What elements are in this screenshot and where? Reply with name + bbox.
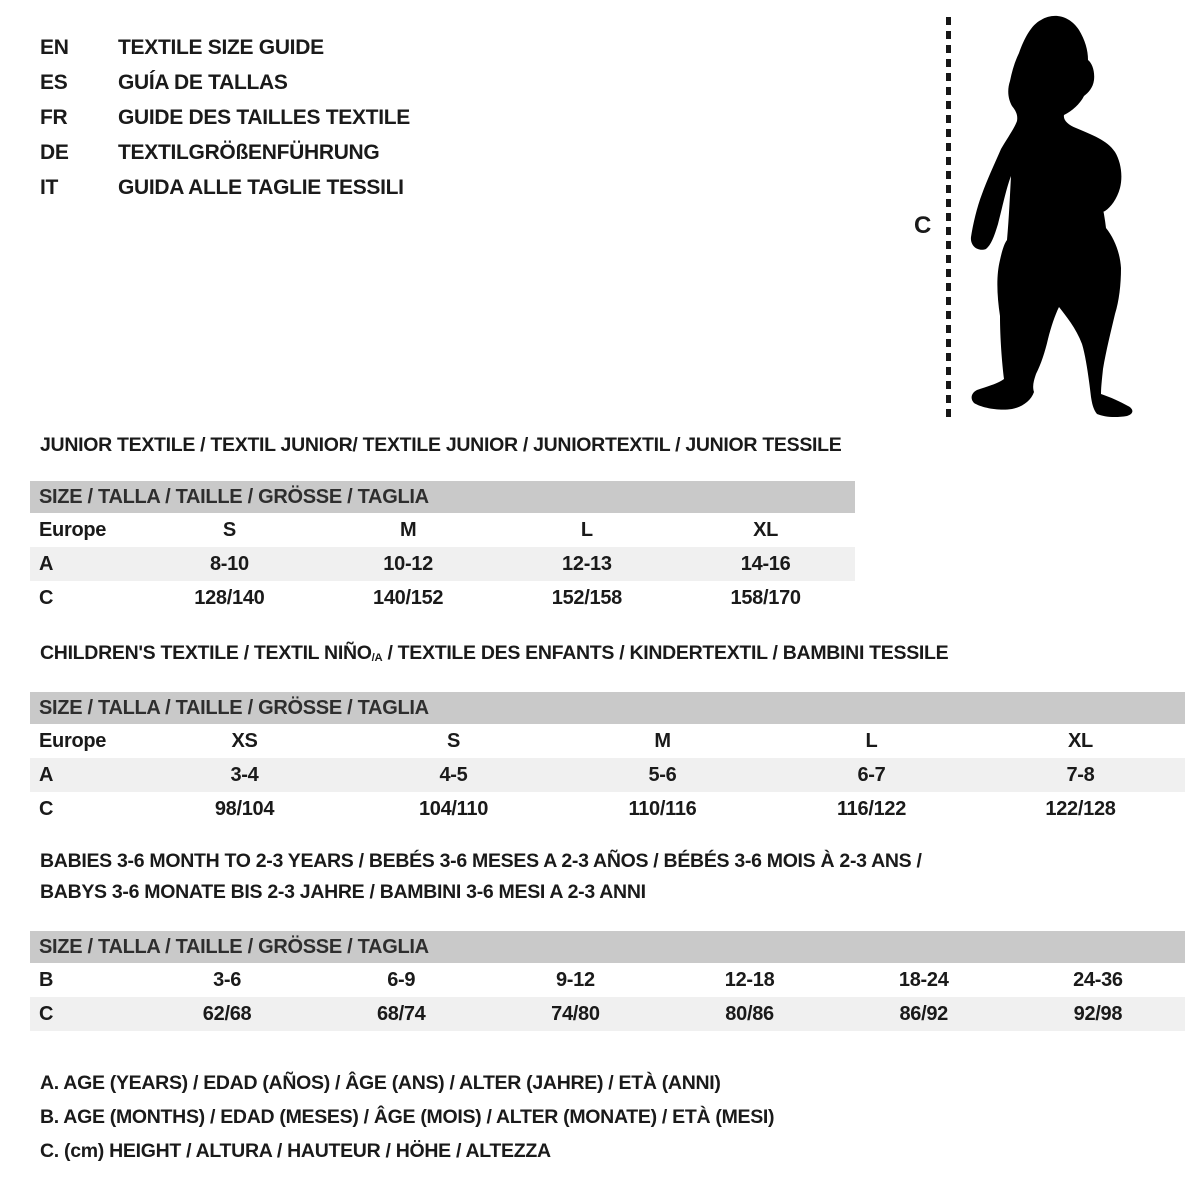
language-code: EN (40, 35, 69, 59)
height-cell: 80/86 (725, 1002, 774, 1025)
children-title-pre: CHILDREN'S TEXTILE / TEXTIL NIÑO (40, 642, 372, 664)
months-cell: 12-18 (724, 968, 775, 991)
months-cell: 3-6 (213, 968, 242, 991)
age-cell: 10-12 (383, 552, 433, 575)
height-measure-dashed-line (946, 17, 951, 417)
age-cell: 12-13 (562, 552, 612, 575)
language-row-es (40, 65, 410, 100)
table-row-height (30, 997, 1185, 1031)
language-row-fr (40, 100, 410, 135)
height-cell: 152/158 (551, 586, 622, 609)
size-cell: M (654, 729, 671, 752)
language-title: TEXTILGRÖßENFÜHRUNG (118, 140, 380, 164)
height-cell: 158/170 (730, 586, 801, 609)
language-title: GUIDE DES TAILLES TEXTILE (118, 105, 410, 129)
language-row-de (40, 135, 410, 170)
table-row-age (30, 547, 855, 581)
size-cell: XS (231, 729, 258, 752)
size-header-bar: SIZE / TALLA / TAILLE / GRÖSSE / TAGLIA (30, 692, 1185, 724)
height-cell: 110/116 (628, 797, 697, 820)
height-cell: 68/74 (376, 1002, 426, 1025)
language-code: IT (40, 175, 59, 199)
language-title: TEXTILE SIZE GUIDE (118, 35, 324, 59)
size-cell: S (222, 518, 236, 541)
babies-section-title (40, 846, 922, 908)
height-cell: 116/122 (836, 797, 907, 820)
language-title: GUÍA DE TALLAS (118, 70, 288, 94)
size-cell: M (399, 518, 417, 541)
size-header-bar: SIZE / TALLA / TAILLE / GRÖSSE / TAGLIA (30, 931, 1185, 963)
height-cell: 140/152 (373, 586, 444, 609)
legend-line-a: A. AGE (YEARS) / EDAD (AÑOS) / ÂGE (ANS) / ALTER (JAHRE) / ETÀ (ANNI) (40, 1072, 721, 1094)
legend-line-b: B. AGE (MONTHS) / EDAD (MESES) / ÂGE (MOIS) / ALTER (MONATE) / ETÀ (MESI) (40, 1106, 775, 1128)
row-label: Europe (39, 729, 107, 752)
language-code: FR (40, 105, 68, 129)
table-row-europe (30, 513, 855, 547)
babies-title-line1: BABIES 3-6 MONTH TO 2-3 YEARS / BEBÉS 3-6 MESES A 2-3 AÑOS / BÉBÉS 3-6 MOIS À 2-3 ANS / (40, 850, 922, 872)
babies-title-line2: BABYS 3-6 MONATE BIS 2-3 JAHRE / BAMBINI 3-6 MESI A 2-3 ANNI (40, 881, 646, 903)
months-cell: 18-24 (898, 968, 949, 991)
height-cell: 86/92 (899, 1002, 949, 1025)
table-row-europe (30, 724, 1185, 758)
legend-block (40, 1066, 774, 1168)
size-cell: L (580, 518, 593, 541)
language-code: DE (40, 140, 69, 164)
size-header-bar: SIZE / TALLA / TAILLE / GRÖSSE / TAGLIA (30, 481, 855, 513)
children-size-table (30, 692, 1185, 826)
size-cell: XL (1068, 729, 1093, 752)
row-label: C (39, 1002, 54, 1025)
height-cell: 104/110 (418, 797, 489, 820)
months-cell: 9-12 (555, 968, 595, 991)
age-cell: 7-8 (1066, 763, 1095, 786)
table-row-age (30, 758, 1185, 792)
size-cell: L (865, 729, 878, 752)
table-row-height (30, 792, 1185, 826)
age-cell: 14-16 (740, 552, 791, 575)
months-cell: 6-9 (387, 968, 416, 991)
height-cell: 74/80 (551, 1002, 600, 1025)
language-title: GUIDA ALLE TAGLIE TESSILI (118, 175, 404, 199)
height-cell: 128/140 (194, 586, 265, 609)
junior-size-table (30, 481, 855, 615)
row-label: B (39, 968, 54, 991)
babies-size-table (30, 931, 1185, 1031)
language-title-block (40, 30, 410, 205)
size-cell: XL (753, 518, 779, 541)
row-label: A (39, 552, 54, 575)
row-label: C (39, 797, 54, 820)
language-row-en (40, 30, 410, 65)
age-cell: 6-7 (857, 763, 886, 786)
children-title-subscript: /A (371, 652, 383, 665)
junior-section-title: JUNIOR TEXTILE / TEXTIL JUNIOR/ TEXTILE JUNIOR / JUNIORTEXTIL / JUNIOR TESSILE (40, 434, 842, 456)
language-row-it (40, 170, 410, 205)
table-row-months (30, 963, 1185, 997)
months-cell: 24-36 (1073, 968, 1123, 991)
baby-silhouette-icon (958, 8, 1148, 420)
height-cell: 92/98 (1073, 1002, 1123, 1025)
row-label: C (39, 586, 54, 609)
language-code: ES (40, 70, 68, 94)
height-cell: 62/68 (202, 1002, 252, 1025)
size-cell: S (446, 729, 461, 752)
age-cell: 3-4 (230, 763, 259, 786)
row-label: A (39, 763, 54, 786)
height-cell: 98/104 (214, 797, 275, 820)
children-title-post: / TEXTILE DES ENFANTS / KINDERTEXTIL / BAMBINI TESSILE (382, 642, 949, 664)
table-row-height (30, 581, 855, 615)
row-label: Europe (39, 518, 107, 541)
legend-line-c: C. (cm) HEIGHT / ALTURA / HAUTEUR / HÖHE / ALTEZZA (40, 1140, 551, 1162)
age-cell: 5-6 (648, 763, 677, 786)
height-cell: 122/128 (1045, 797, 1116, 820)
age-cell: 8-10 (209, 552, 249, 575)
children-section-title (40, 642, 948, 665)
age-cell: 4-5 (439, 763, 468, 786)
height-measure-label: C (914, 212, 932, 239)
